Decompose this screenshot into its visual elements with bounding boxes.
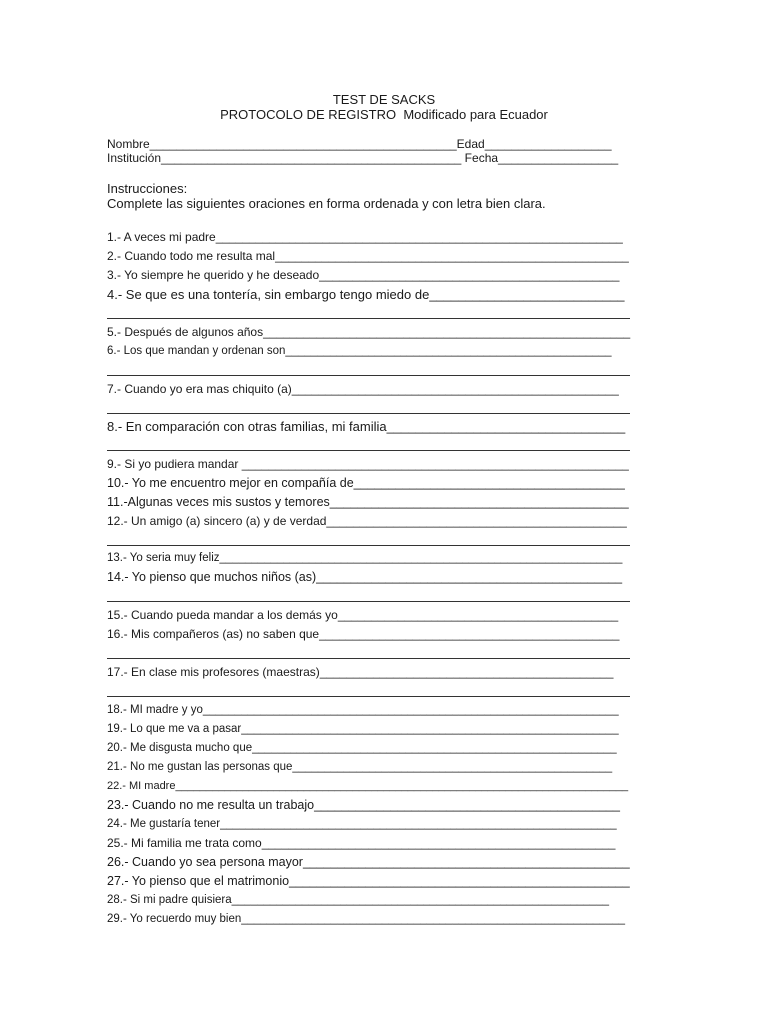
answer-line [107,318,630,319]
item-12: 12.- Un amigo (a) sincero (a) y de verdad_____________________________________________ [107,514,627,528]
item-4: 4.- Se que es una tontería, sin embargo tengo miedo de___________________________ [107,287,625,302]
answer-line [107,696,630,697]
answer-line [107,545,630,546]
answer-line [107,450,630,451]
item-23: 23.- Cuando no me resulta un trabajo____________________________________________ [107,798,620,812]
item-24: 24.- Me gustaría tener______________________________________________________________ [107,818,617,830]
answer-line [107,375,630,376]
item-25: 25.- Mi familia me trata como_____________________________________________________ [107,836,616,850]
item-16: 16.- Mis compañeros (as) no saben que_____________________________________________ [107,627,620,641]
item-8: 8.- En comparación con otras familias, mi familia_________________________________ [107,419,626,434]
item-20: 20.- Me disgusta mucho que_________________________________________________________ [107,742,617,754]
item-1: 1.- A veces mi padre_____________________________________________________________ [107,230,623,244]
item-2: 2.- Cuando todo me resulta mal_____________________________________________________ [107,249,629,263]
answer-line [107,658,630,659]
item-3: 3.- Yo siempre he querido y he deseado_____________________________________________ [107,268,620,282]
instructions-label: Instrucciones: [107,181,188,196]
item-19: 19.- Lo que me va a pasar___________________________________________________________ [107,723,619,735]
item-21: 21.- No me gustan las personas que__________________________________________________ [107,761,613,773]
item-5: 5.- Después de algunos años_______________________________________________________ [107,325,631,339]
item-11: 11.-Algunas veces mis sustos y temores___________________________________________ [107,495,629,509]
item-14: 14.- Yo pienso que muchos niños (as)____________________________________________ [107,570,623,584]
item-6: 6.- Los que mandan y ordenan son___________________________________________________ [107,345,612,357]
form-title: TEST DE SACKS [332,92,436,107]
item-18: 18.- MI madre y yo_________________________________________________________________ [107,704,619,716]
item-29: 29.- Yo recuerdo muy bien____________________________________________________________ [107,913,625,925]
item-15: 15.- Cuando pueda mandar a los demás yo__________________________________________ [107,608,619,622]
item-27: 27.- Yo pienso que el matrimonio_________________________________________________ [107,874,630,888]
item-17: 17.- En clase mis profesores (maestras)____________________________________________ [107,665,614,679]
answer-line [107,413,630,414]
item-13: 13.- Yo seria muy feliz_______________________________________________________________ [107,552,623,564]
item-7: 7.- Cuando yo era mas chiquito (a)_________________________________________________ [107,382,619,396]
nombre-edad-field: Nombre______________________________________________Edad___________________ [107,137,612,151]
item-9: 9.- Si yo pudiera mandar __________________________________________________________ [107,457,629,471]
item-28: 28.- Si mi padre quisiera___________________________________________________________ [107,894,609,906]
instructions-text: Complete las siguientes oraciones en forma ordenada y con letra bien clara. [107,196,546,211]
item-22: 22.- MI madre__________________________________________________________________________ [107,780,629,792]
form-subtitle: PROTOCOLO DE REGISTRO Modificado para Ecuador [220,107,548,122]
item-10: 10.- Yo me encuentro mejor en compañía de_______________________________________ [107,476,625,490]
item-26: 26.- Cuando yo sea persona mayor_______________________________________________ [107,855,630,869]
institucion-fecha-field: Institución_____________________________________________ Fecha__________________ [107,151,619,165]
answer-line [107,601,630,602]
